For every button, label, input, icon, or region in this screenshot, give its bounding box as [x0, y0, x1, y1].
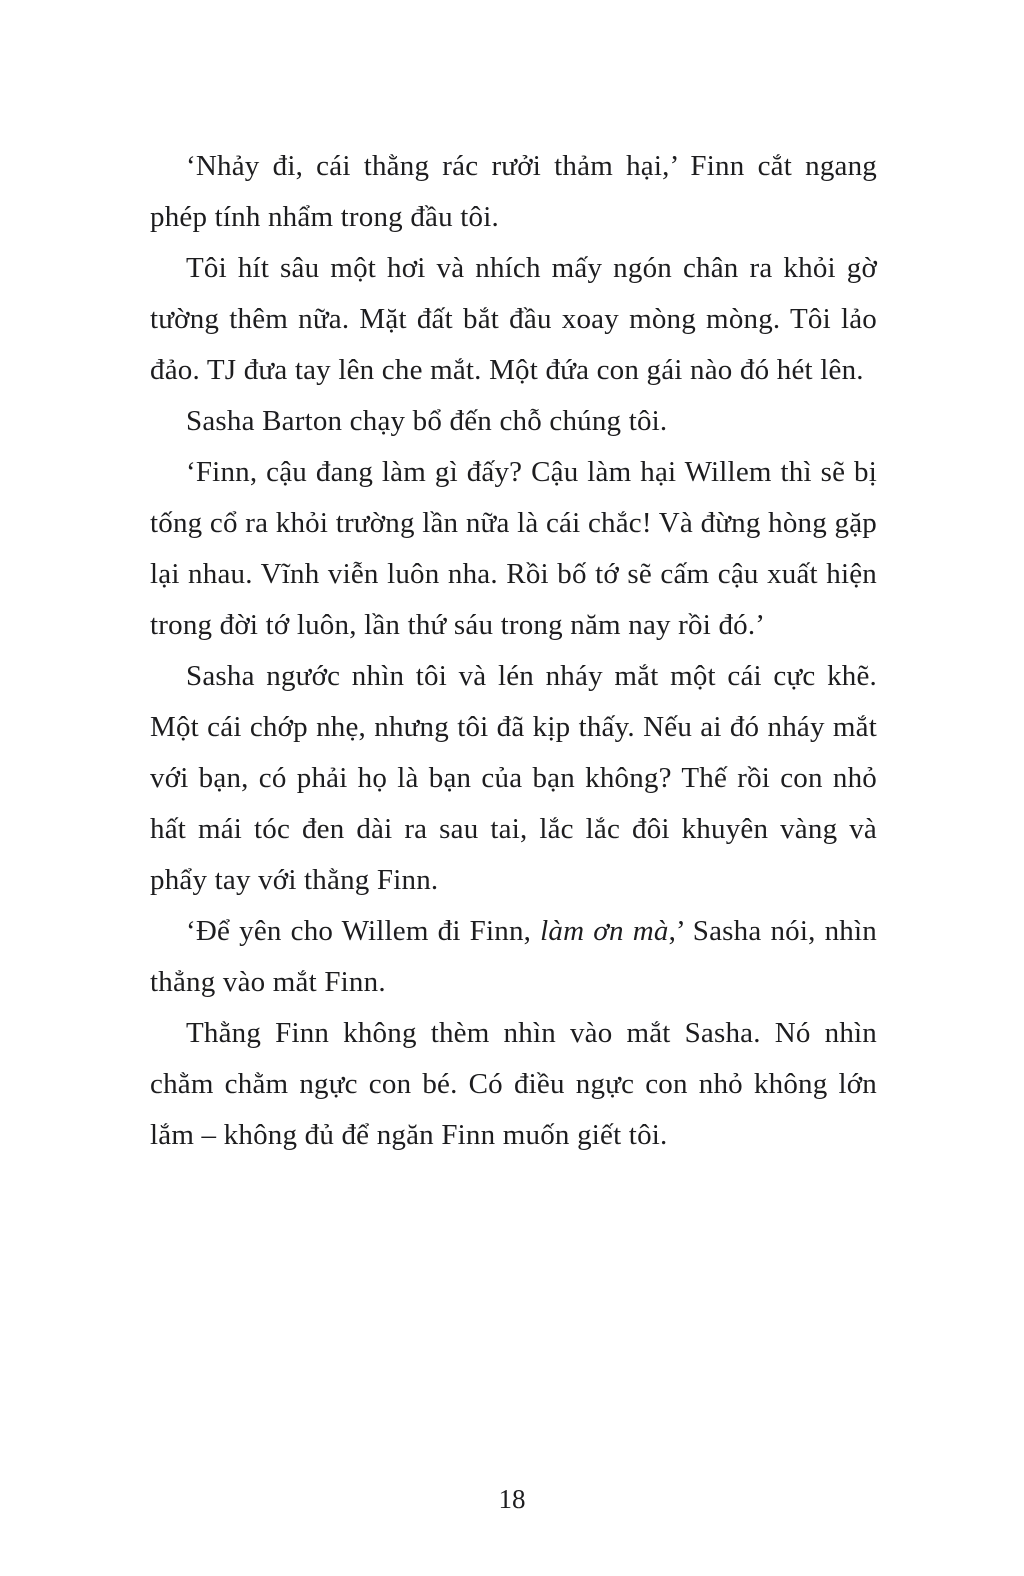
text-run: ‘Nhảy đi, cái thằng rác rưởi thảm hại,’ Finn cắt ngang phép tính nhẩm trong đầu tôi.: [150, 150, 877, 233]
text-run: ,’ Sasha nói, nhìn thẳng vào mắt Finn.: [150, 915, 877, 998]
italic-text-run: làm ơn mà: [540, 915, 669, 947]
paragraph: [150, 651, 877, 906]
text-run: ‘Finn, cậu đang làm gì đấy? Cậu làm hại Willem thì sẽ bị tống cổ ra khỏi trường lần nữa là cái chắc! Và đừng hòng gặp lại nhau. Vĩnh viễn luôn nha. Rồi bố tớ sẽ cấm cậu xuất hiện trong đời tớ luôn, lần thứ sáu trong năm nay rồi đó.’: [150, 456, 877, 641]
text-run: Tôi hít sâu một hơi và nhích mấy ngón chân ra khỏi gờ tường thêm nữa. Mặt đất bắt đầu xoay mòng mòng. Tôi lảo đảo. TJ đưa tay lên che mắt. Một đứa con gái nào đó hét lên.: [150, 252, 877, 386]
paragraph: [150, 396, 877, 447]
paragraph: [150, 447, 877, 651]
paragraph: [150, 1008, 877, 1161]
page-number: 18: [498, 1484, 526, 1514]
text-run: ‘Để yên cho Willem đi Finn,: [186, 915, 541, 947]
text-run: Sasha Barton chạy bổ đến chỗ chúng tôi.: [186, 405, 668, 437]
paragraph: [150, 243, 877, 396]
paragraph: [150, 906, 877, 1008]
text-run: Sasha ngước nhìn tôi và lén nháy mắt một cái cực khẽ. Một cái chớp nhẹ, nhưng tôi đã kịp thấy. Nếu ai đó nháy mắt với bạn, có phải họ là bạn của bạn không? Thế rồi con nhỏ hất mái tóc đen dài ra sau tai, lắc lắc đôi khuyên vàng và phẩy tay với thằng Finn.: [150, 660, 877, 896]
text-run: Thằng Finn không thèm nhìn vào mắt Sasha. Nó nhìn chằm chằm ngực con bé. Có điều ngực con nhỏ không lớn lắm – không đủ để ngăn Finn muốn giết tôi.: [150, 1017, 877, 1151]
text-block: [150, 141, 877, 1161]
paragraph: [150, 141, 877, 243]
